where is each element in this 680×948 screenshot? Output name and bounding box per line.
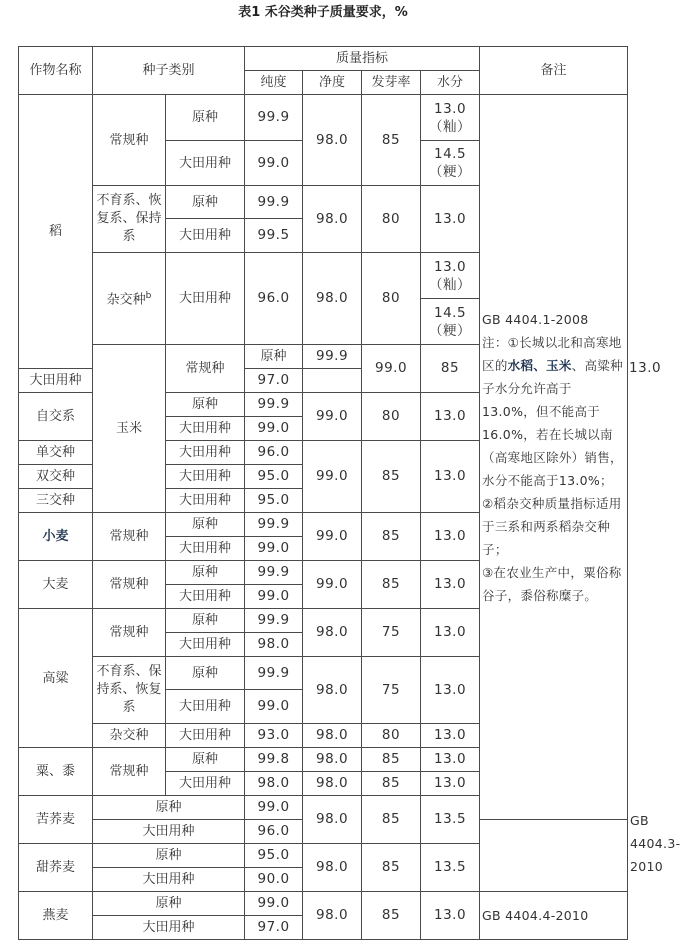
- purity-cell: 99.0: [245, 796, 303, 820]
- purity-cell: 98.0: [245, 772, 303, 796]
- type-double: 双交种: [19, 465, 93, 489]
- purity-cell: 96.0: [245, 253, 303, 345]
- clean-cell: 99.0: [362, 345, 421, 393]
- purity-cell: 99.0: [245, 585, 303, 609]
- table-row: [19, 892, 628, 916]
- clean-cell: 99.0: [303, 513, 362, 561]
- type-foundation: 原种: [166, 609, 245, 633]
- moist-cell: 13.0: [421, 441, 480, 513]
- remark-rice-word: 水稻: [507, 357, 534, 373]
- crop-corn: 玉米: [93, 345, 166, 513]
- remark-note1-a: 注：①长城以北和高寒地区的: [482, 334, 622, 373]
- purity-cell: 95.0: [245, 844, 303, 868]
- purity-cell: 99.9: [303, 345, 362, 369]
- type-certified: 大田用种: [166, 537, 245, 561]
- clean-cell: 99.0: [303, 393, 362, 441]
- type-cms: 不育系、恢复系、保持系: [93, 186, 166, 253]
- type-hybrid: 杂交种: [93, 724, 166, 748]
- header-moisture: 水分: [421, 71, 480, 95]
- type-foundation: 原种: [166, 561, 245, 585]
- type-conventional: 常规种: [93, 609, 166, 657]
- germ-cell: 80: [362, 253, 421, 345]
- clean-cell: 98.0: [303, 186, 362, 253]
- clean-cell: 98.0: [303, 609, 362, 657]
- remark-oat-standard: GB 4404.4-2010: [480, 892, 628, 940]
- germ-cell: 85: [362, 441, 421, 513]
- clean-cell: 99.0: [303, 441, 362, 513]
- header-quality: 质量指标: [245, 47, 480, 71]
- type-conventional: 常规种: [93, 561, 166, 609]
- purity-cell: 99.9: [245, 561, 303, 585]
- crop-sorghum: 高粱: [19, 609, 93, 748]
- moist-cell: 13.0: [421, 393, 480, 441]
- germ-cell: 85: [421, 345, 480, 393]
- clean-cell: 98.0: [303, 95, 362, 186]
- purity-cell: 99.0: [245, 892, 303, 916]
- header-remark: 备注: [480, 47, 628, 95]
- type-foundation: 原种: [166, 186, 245, 219]
- purity-cell: 99.0: [245, 141, 303, 186]
- purity-cell: 90.0: [245, 868, 303, 892]
- germ-cell: 75: [362, 609, 421, 657]
- moist-cell: 13.0: [421, 772, 480, 796]
- purity-cell: 99.9: [245, 186, 303, 219]
- moist-cell: 13.0: [421, 892, 480, 940]
- germ-cell: 80: [362, 393, 421, 441]
- type-certified: 大田用种: [166, 724, 245, 748]
- type-conventional: 常规种: [93, 748, 166, 796]
- purity-cell: 95.0: [245, 489, 303, 513]
- seed-quality-table: [18, 46, 680, 940]
- clean-cell: 99.0: [303, 561, 362, 609]
- purity-cell: 96.0: [245, 441, 303, 465]
- clean-cell: 98.0: [303, 796, 362, 844]
- clean-cell: 98.0: [303, 748, 362, 772]
- type-conventional: 常规种: [166, 345, 245, 393]
- purity-cell: 96.0: [245, 820, 303, 844]
- type-hybrid-label: 杂交种: [106, 292, 146, 308]
- clean-cell: 98.0: [303, 772, 362, 796]
- header-purity: 纯度: [245, 71, 303, 95]
- type-certified: 大田用种: [166, 141, 245, 186]
- type-foundation: 原种: [93, 796, 245, 820]
- type-foundation: 原种: [245, 345, 303, 369]
- type-foundation: 原种: [166, 748, 245, 772]
- type-conventional: 常规种: [93, 95, 166, 186]
- purity-cell: 99.8: [245, 748, 303, 772]
- moist-cell: 13.0（籼）: [421, 95, 480, 141]
- moist-cell: 13.0: [421, 657, 480, 724]
- type-certified: 大田用种: [166, 690, 245, 724]
- purity-cell: 99.0: [245, 417, 303, 441]
- purity-cell: 99.9: [245, 393, 303, 417]
- moist-cell: 13.0: [421, 724, 480, 748]
- moist-cell: 13.0: [421, 186, 480, 253]
- type-certified: 大田用种: [93, 820, 245, 844]
- type-foundation: 原种: [93, 844, 245, 868]
- remark-note2: ②稻杂交种质量指标适用于三系和两系稻杂交种子；: [482, 495, 622, 557]
- moist-cell: 13.0（籼）: [421, 253, 480, 299]
- germ-cell: 85: [362, 796, 421, 844]
- purity-cell: 95.0: [245, 465, 303, 489]
- purity-cell: 99.9: [245, 609, 303, 633]
- type-certified: 大田用种: [166, 441, 245, 465]
- clean-cell: 98.0: [303, 892, 362, 940]
- purity-cell: 99.9: [245, 657, 303, 690]
- table-title: 表1 禾谷类种子质量要求，%: [238, 5, 408, 20]
- remark-cell: [480, 95, 628, 820]
- table-row: [19, 844, 628, 868]
- germ-cell: 85: [362, 772, 421, 796]
- purity-cell: 97.0: [245, 916, 303, 940]
- clean-cell: 98.0: [303, 253, 362, 345]
- type-hybrid-sup: b: [145, 291, 152, 302]
- clean-cell: 98.0: [303, 657, 362, 724]
- crop-wheat: 小麦: [19, 513, 93, 561]
- type-certified: 大田用种: [166, 585, 245, 609]
- purity-cell: 93.0: [245, 724, 303, 748]
- crop-oat: 燕麦: [19, 892, 93, 940]
- moist-cell: 13.0: [421, 561, 480, 609]
- germ-cell: 85: [362, 95, 421, 186]
- germ-cell: 85: [362, 748, 421, 772]
- crop-barley: 大麦: [19, 561, 93, 609]
- type-certified: 大田用种: [19, 369, 93, 393]
- type-certified: 大田用种: [166, 465, 245, 489]
- type-foundation: 原种: [166, 95, 245, 141]
- type-conventional: 常规种: [93, 513, 166, 561]
- moist-cell: 14.5（粳）: [421, 141, 480, 186]
- type-foundation: 原种: [166, 393, 245, 417]
- crop-millet: 粟、黍: [19, 748, 93, 796]
- type-certified: 大田用种: [166, 253, 245, 345]
- crop-sweet-buckwheat: 甜荞麦: [19, 844, 93, 892]
- moist-cell: 14.5（粳）: [421, 299, 480, 345]
- purity-cell: 99.9: [245, 95, 303, 141]
- crop-tartary-buckwheat: 苦荞麦: [19, 796, 93, 844]
- type-certified: 大田用种: [166, 633, 245, 657]
- moist-cell: 13.0: [421, 513, 480, 561]
- table-row: [19, 95, 628, 141]
- remark-note1-b: 、高粱种子水分允许高于13.0%，但不能高于16.0%，若在长城以南（高寒地区除外）销售，水分不能高于13.0%；: [482, 357, 623, 488]
- table-row: 玉米 常规种 原种 99.9 99.0 85 13.0: [19, 345, 628, 369]
- germ-cell: 85: [362, 513, 421, 561]
- germ-cell: 80: [362, 186, 421, 253]
- moist-cell: 13.0: [421, 748, 480, 772]
- germ-cell: 85: [362, 892, 421, 940]
- type-certified: 大田用种: [93, 916, 245, 940]
- moist-cell: 13.5: [421, 844, 480, 892]
- purity-cell: 99.5: [245, 219, 303, 253]
- header-crop: 作物名称: [19, 47, 93, 95]
- remark-standard: GB 4404.1-2008: [482, 311, 589, 327]
- header-type: 种子类别: [93, 47, 245, 95]
- purity-cell: 99.0: [245, 690, 303, 724]
- type-single: 单交种: [19, 441, 93, 465]
- purity-cell: 99.9: [245, 513, 303, 537]
- type-foundation: 原种: [93, 892, 245, 916]
- type-inbred: 自交系: [19, 393, 93, 441]
- purity-cell: 97.0: [245, 369, 303, 393]
- type-certified: 大田用种: [166, 772, 245, 796]
- type-certified: 大田用种: [166, 219, 245, 253]
- type-triple: 三交种: [19, 489, 93, 513]
- moist-cell: 13.5: [421, 796, 480, 844]
- germ-cell: 80: [362, 724, 421, 748]
- type-foundation: 原种: [166, 657, 245, 690]
- remark-sep: 、: [533, 357, 547, 373]
- type-hybrid: [93, 253, 166, 345]
- germ-cell: 85: [362, 844, 421, 892]
- type-certified: 大田用种: [166, 417, 245, 441]
- header-germination: 发芽率: [362, 71, 421, 95]
- purity-cell: 98.0: [245, 633, 303, 657]
- purity-cell: 99.0: [245, 537, 303, 561]
- germ-cell: 85: [362, 561, 421, 609]
- type-certified: 大田用种: [93, 868, 245, 892]
- germ-cell: 75: [362, 657, 421, 724]
- header-cleanness: 净度: [303, 71, 362, 95]
- clean-cell: 98.0: [303, 844, 362, 892]
- type-cms: 不育系、保持系、恢复系: [93, 657, 166, 724]
- clean-cell: 98.0: [303, 724, 362, 748]
- table-row: 苦荞麦 原种 99.0 98.0 85 13.5 GB 4404.3-2010: [19, 796, 628, 820]
- moist-cell: 13.0: [421, 609, 480, 657]
- remark-note3: ③在农业生产中，粟俗称谷子，黍俗称糜子。: [482, 564, 622, 603]
- type-certified: 大田用种: [166, 489, 245, 513]
- type-foundation: 原种: [166, 513, 245, 537]
- remark-corn-word: 玉米: [546, 357, 572, 373]
- crop-rice: 稻: [19, 95, 93, 369]
